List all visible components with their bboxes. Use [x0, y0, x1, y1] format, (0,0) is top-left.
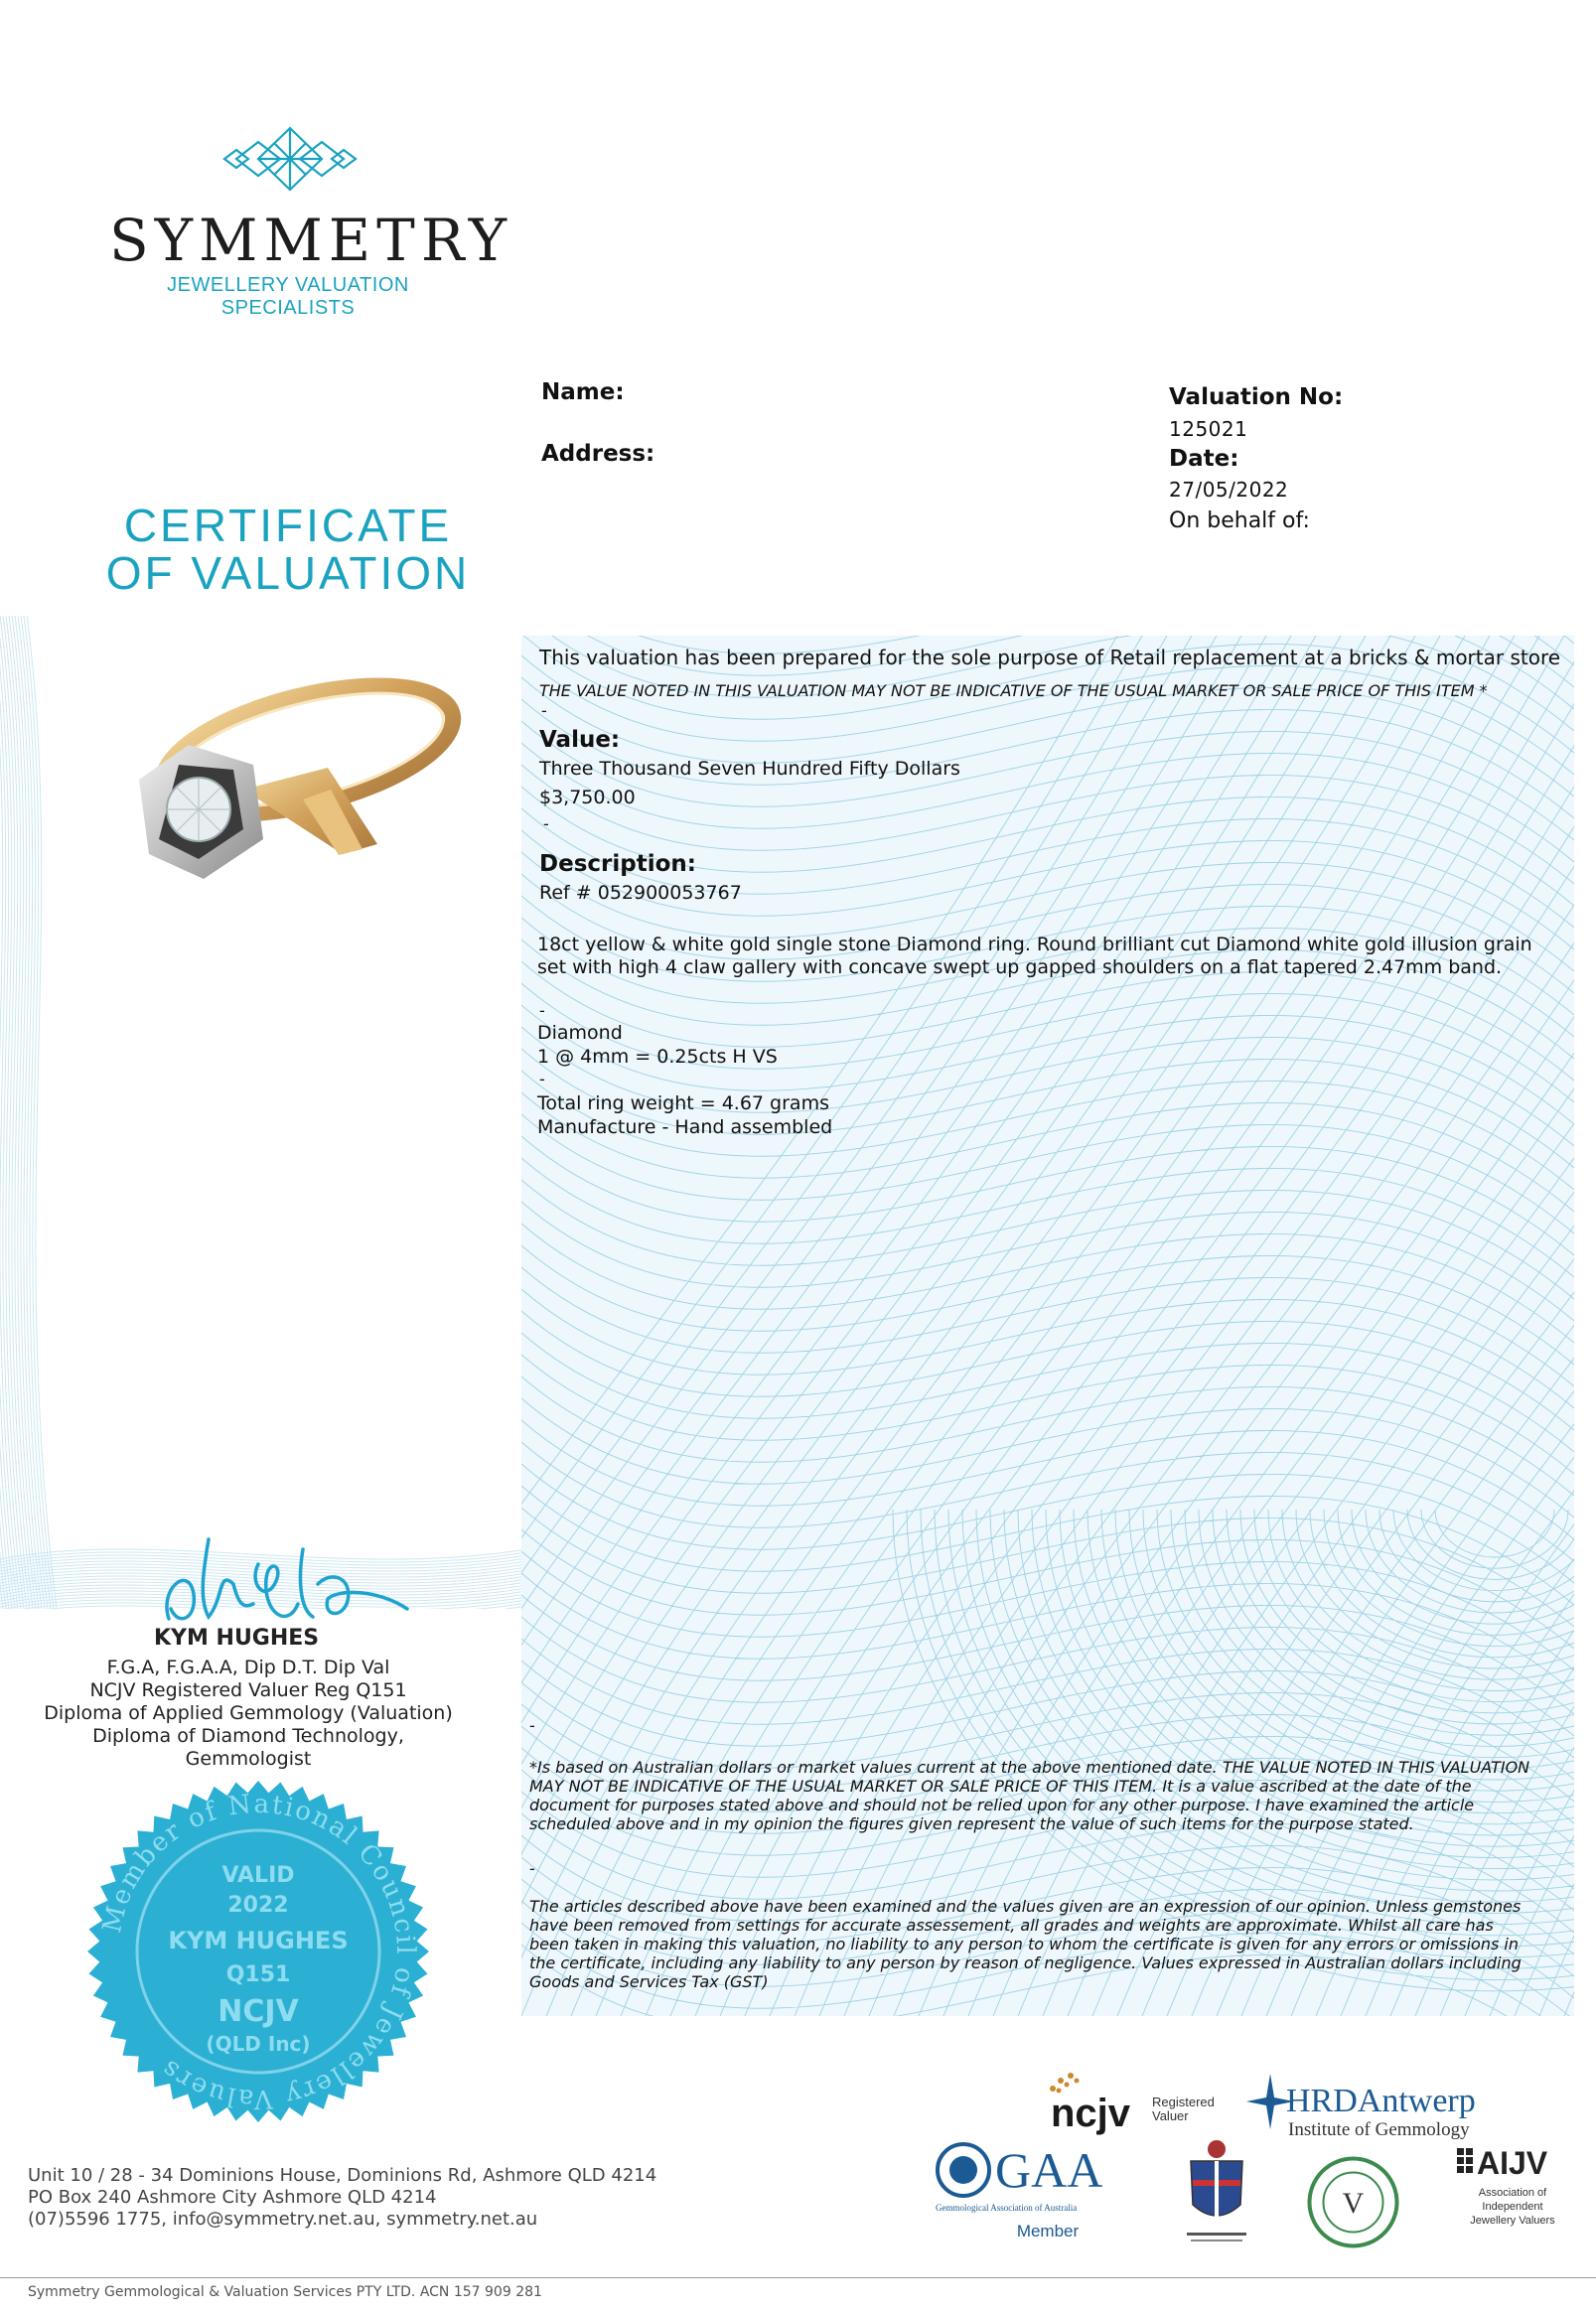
footer-contact-line: (07)5596 1775, info@symmetry.net.au, symmetry.net.au: [28, 2209, 538, 2230]
footer-address: [28, 2165, 656, 2231]
on-behalf-label: On behalf of:: [1169, 508, 1310, 533]
seal-text: 2022: [227, 1893, 289, 1918]
seal-text: NCJV: [218, 1994, 299, 2029]
aijv-sub: Jewellery Valuers: [1470, 2215, 1555, 2227]
item-description: 18ct yellow & white gold single stone Diamond ring. Round brilliant cut Diamond white gold illusion grain set with high 4 claw gallery with concave swept up gapped shoulders on a flat tapered 2.47mm band.: [537, 934, 1532, 978]
valuation-purpose: This valuation has been prepared for the sole purpose of Retail replacement at a bricks & mortar store: [539, 646, 1561, 669]
separator-dash: -: [539, 1001, 545, 1020]
manufacture-method: Manufacture - Hand assembled: [537, 1116, 833, 1138]
aijv-logo: [1455, 2140, 1569, 2249]
valuer-credential-line: NCJV Registered Valuer Reg Q151: [89, 1679, 407, 1701]
diamond-detail: 1 @ 4mm = 0.25cts H VS: [537, 1046, 778, 1068]
hrd-sub: Institute of Gemmology: [1288, 2119, 1470, 2140]
gemmological-association-crest-icon: [1177, 2135, 1256, 2249]
symmetry-logo-icon: [211, 124, 369, 194]
seal-text: (QLD Inc): [206, 2032, 311, 2056]
footer-company: Symmetry Gemmological & Valuation Services PTY LTD. ACN 157 909 281: [28, 2284, 542, 2300]
description-label: Description:: [539, 851, 696, 877]
value-amount: $3,750.00: [539, 787, 636, 808]
gaa-member: Member: [1016, 2222, 1080, 2241]
date-label: Date:: [1169, 446, 1239, 472]
footer-address-line: PO Box 240 Ashmore City Ashmore QLD 4214: [28, 2187, 437, 2208]
value-in-words: Three Thousand Seven Hundred Fifty Dollars: [539, 758, 960, 780]
valuer-name: KYM HUGHES: [154, 1626, 320, 1651]
ncjv-member-seal: [84, 1778, 432, 2125]
seal-text: KYM HUGHES: [168, 1927, 349, 1954]
diamond-label: Diamond: [537, 1022, 623, 1044]
footer-address-line: Unit 10 / 28 - 34 Dominions House, Dominions Rd, Ashmore QLD 4214: [28, 2165, 657, 2186]
valuation-number-label: Valuation No:: [1169, 384, 1344, 410]
ncjv-logo: [1033, 2061, 1232, 2140]
certificate-title: [79, 502, 497, 597]
ncjv-text: ncjv: [1051, 2092, 1131, 2135]
separator-dash: -: [529, 1716, 535, 1735]
total-weight: Total ring weight = 4.67 grams: [537, 1092, 829, 1114]
ncjv-sub: Valuer: [1152, 2108, 1189, 2123]
valuer-credential-line: Diploma of Applied Gemmology (Valuation): [44, 1702, 453, 1724]
seal-ring-text: Member of National Council of Jewellery Valuers: [96, 1789, 421, 2114]
valuation-footnote: *Is based on Australian dollars or market values current at the above mentioned date. THE VALUE NOTED IN THIS VALUATION MAY NOT BE INDICATIVE OF THE USUAL MARKET OR SALE PRICE OF THIS ITEM. It is a value ascribed at the date of the document for purposes stated above and should not be relied upon for any other purpose. I have examined the article scheduled above and in my opinion the figures given represent the value of such items for the purpose stated.: [529, 1758, 1530, 1833]
valuer-credential-line: Diploma of Diamond Technology,: [92, 1725, 404, 1747]
ncjv-sub: Registered: [1152, 2095, 1215, 2109]
valuers-association-seal-icon: [1306, 2155, 1400, 2249]
certificate-title-line2: OF VALUATION: [105, 547, 471, 599]
separator-dash: -: [541, 701, 547, 720]
brand-name: SYMMETRY: [109, 207, 512, 274]
gaa-logo: [934, 2135, 1132, 2244]
valuation-number-value: 125021: [1169, 417, 1248, 441]
value-label: Value:: [539, 727, 621, 753]
gaa-sub: Gemmological Association of Australia: [936, 2203, 1078, 2213]
address-label: Address:: [541, 441, 655, 467]
brand-tagline: JEWELLERY VALUATION SPECIALISTS: [167, 274, 409, 319]
valuer-credentials: [40, 1657, 457, 1771]
reference-number: Ref # 052900053767: [539, 882, 742, 904]
date-value: 27/05/2022: [1169, 478, 1289, 502]
top-disclaimer: THE VALUE NOTED IN THIS VALUATION MAY NOT BE INDICATIVE OF THE USUAL MARKET OR SALE PRICE OF THIS ITEM *: [539, 681, 1488, 700]
hrd-antwerp-logo: [1246, 2066, 1524, 2140]
seal-text: VALID: [221, 1863, 295, 1888]
footer-divider: [0, 2277, 1596, 2278]
separator-dash: -: [529, 1859, 535, 1878]
aijv-text: AIJV: [1477, 2145, 1548, 2181]
hrd-text: HRDAntwerp: [1286, 2083, 1476, 2119]
certificate-title-line1: CERTIFICATE: [123, 500, 453, 551]
aijv-sub: Association of: [1478, 2187, 1547, 2199]
valuer-signature: [149, 1510, 417, 1639]
gaa-text: GAA: [995, 2142, 1103, 2198]
separator-dash: -: [543, 814, 549, 833]
name-label: Name:: [541, 379, 625, 405]
vseal-letter: V: [1342, 2187, 1365, 2220]
opinion-disclaimer: The articles described above have been examined and the values given are an expression of our opinion. Unless gemstones have been removed from settings for accurate assessement, all grades and weights are approximate. Whilst all care has been taken in making this valuation, no liability to any person to whom the certificate is given for any errors or omissions in the certificate, including any liability to any person by reason of negligence. Values expressed in Australian dollars including Goods and Services Tax (GST): [529, 1897, 1522, 1991]
separator-dash: -: [539, 1070, 545, 1088]
valuer-credential-line: F.G.A, F.G.A.A, Dip D.T. Dip Val: [106, 1657, 390, 1678]
aijv-sub: Independent: [1482, 2201, 1543, 2213]
valuer-credential-line: Gemmologist: [185, 1748, 312, 1770]
seal-text: Q151: [225, 1962, 291, 1987]
ring-photo: [94, 651, 477, 909]
